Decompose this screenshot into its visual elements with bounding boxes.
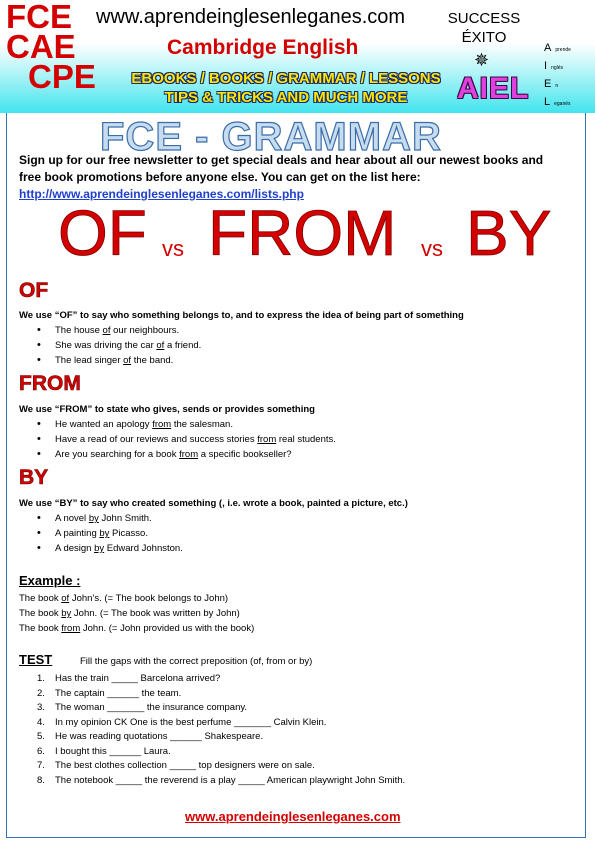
aiel-logo: AIEL [457, 72, 530, 105]
big-vs: vs [421, 236, 443, 261]
example-line: The book of John’s. (= The book belongs to John) [19, 593, 229, 604]
footer-link[interactable]: www.aprendeinglesenleganes.com [185, 809, 401, 824]
list-item: • The house of our neighbours. [37, 323, 201, 338]
test-question: 7. The best clothes collection _____ top designers were on sale. [37, 760, 315, 771]
acronym-letter: A [544, 42, 552, 54]
section-list-by [37, 511, 183, 556]
acronym-letter: L [544, 96, 551, 108]
test-question: 6. I bought this ______ Laura. [37, 745, 171, 757]
header-tagline [115, 69, 457, 107]
acronym-letter: E [544, 78, 552, 90]
section-heading-of: OF [19, 279, 49, 302]
list-item: • He wanted an apology from the salesman. [37, 417, 336, 432]
page-title: FCE - GRAMMAR [100, 115, 442, 159]
test-questions [37, 672, 405, 788]
test-question: 8. The notebook _____ the reverend is a play _____ American playwright John Smith. [37, 774, 406, 786]
exam-list [6, 0, 96, 95]
test-heading: TEST [19, 652, 53, 667]
header-brand: Cambridge English [167, 36, 359, 59]
example-lines [19, 591, 254, 636]
success-text: SUCCESS [447, 10, 521, 27]
list-item: • She was driving the car of a friend. [37, 338, 201, 353]
list-item: • A design by Edward Johnston. [37, 541, 183, 556]
acronym-word: eganés [554, 101, 571, 107]
big-word-from: FROM [208, 197, 397, 269]
section-heading-from: FROM [19, 372, 81, 395]
aiel-acronym [544, 40, 594, 112]
test-instruction: Fill the gaps with the correct preposition (of, from or by) [80, 656, 313, 667]
section-list-of [37, 323, 201, 368]
list-item: • A novel by John Smith. [37, 511, 183, 526]
page-header [0, 0, 595, 113]
big-vs: vs [162, 236, 184, 261]
success-block [443, 9, 525, 47]
test-question: 4. In my opinion CK One is the best perfume _______ Calvin Klein. [37, 716, 327, 728]
list-item: • A painting by Picasso. [37, 526, 183, 541]
acronym-word: n [555, 83, 559, 89]
example-line: The book by John. (= The book was written by John) [19, 608, 240, 619]
section-heading-by: BY [19, 466, 49, 489]
header-site-url: www.aprendeinglesenleganes.com [96, 6, 406, 28]
test-question: 5. He was reading quotations ______ Shakespeare. [37, 731, 264, 742]
tagline-line-2: TIPS & TRICKS AND MUCH MORE [164, 89, 408, 106]
newsletter-link[interactable]: http://www.aprendeinglesenleganes.com/lists.php [19, 187, 304, 201]
section-intro-from: We use “FROM” to state who gives, sends or provides something [19, 404, 315, 415]
sparkle-icon: ✵ [474, 50, 490, 70]
big-word-by: BY [466, 197, 552, 269]
exito-text: ÉXITO [461, 29, 507, 46]
acronym-word: prende [555, 47, 571, 53]
exam-cae: CAE [6, 28, 76, 65]
test-question: 3. The woman _______ the insurance company. [37, 702, 248, 713]
section-intro-of: We use “OF” to say who something belongs to, and to express the idea of being part of something [19, 310, 464, 321]
section-list-from [37, 417, 336, 462]
section-intro-by: We use “BY” to say who created something (, i.e. wrote a book, painted a picture, etc.) [19, 498, 408, 509]
tagline-line-1: EBOOKS / BOOKS / GRAMMAR / LESSONS [131, 70, 441, 87]
test-question: 1. Has the train _____ Barcelona arrived? [37, 673, 221, 684]
example-heading: Example : [19, 573, 81, 588]
list-item: • Are you searching for a book from a specific bookseller? [37, 447, 336, 462]
test-question: 2. The captain ______ the team. [37, 687, 182, 699]
acronym-letter: I [544, 60, 548, 72]
list-item: • Have a read of our reviews and success stories from real students. [37, 432, 336, 447]
acronym-word: nglés [551, 65, 564, 71]
example-line: The book from John. (= John provided us with the book) [19, 623, 255, 634]
newsletter-text: Sign up for our free newsletter to get special deals and hear about all our newest books and free book promotions before anyone else. You can get on the list here: [19, 153, 544, 184]
exam-cpe: CPE [28, 58, 96, 95]
big-word-of: OF [58, 197, 147, 269]
list-item: • The lead singer of the band. [37, 353, 201, 368]
exam-fce: FCE [6, 0, 72, 35]
